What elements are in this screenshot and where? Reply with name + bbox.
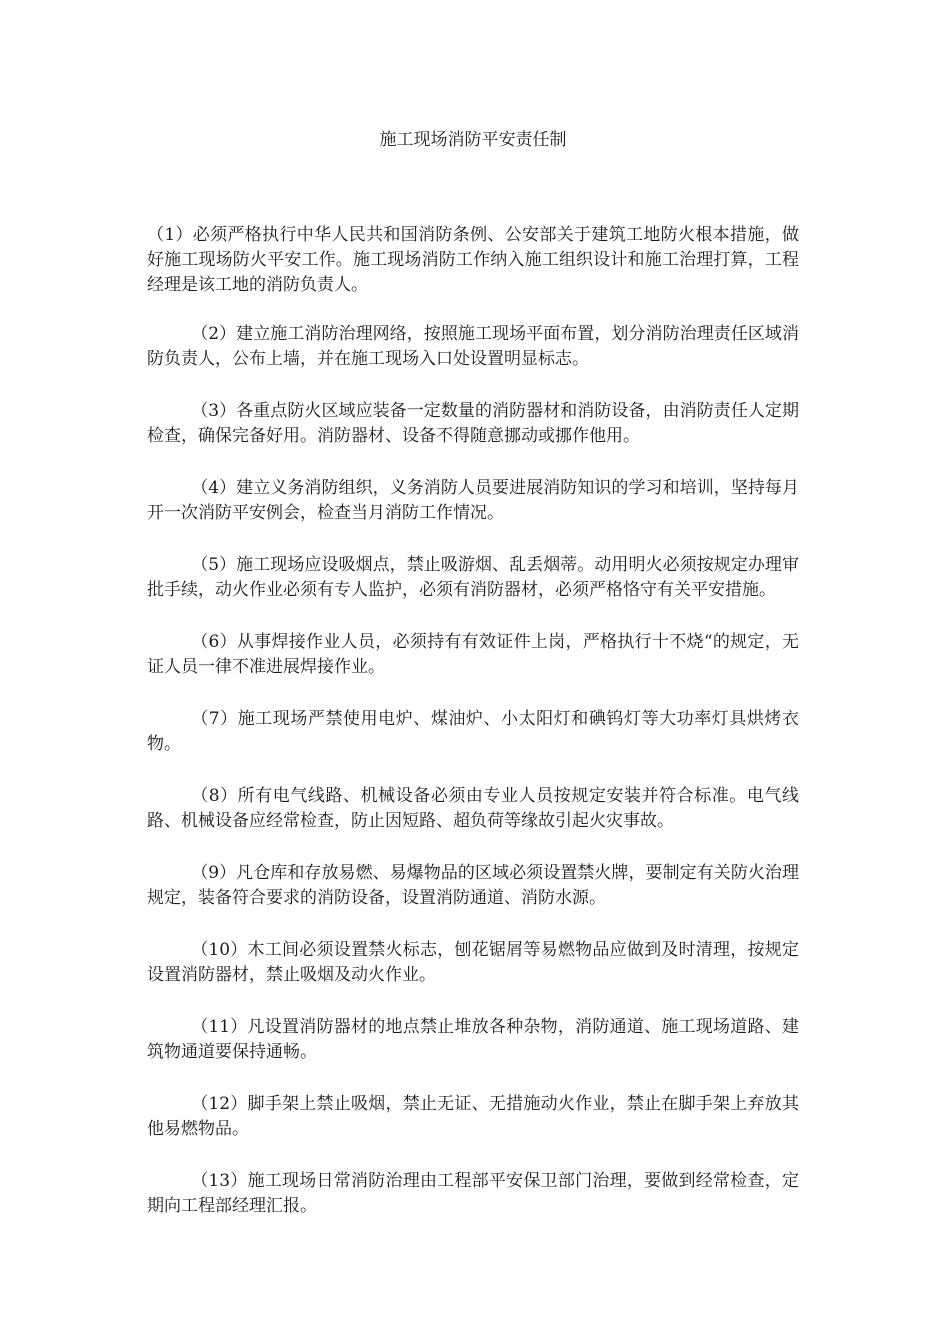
paragraph-5: （5）施工现场应设吸烟点，禁止吸游烟、乱丢烟蒂。动用明火必须按规定办理审批手续，动火作业必须有专人监护，必须有消防器材，必须严格恪守有关平安措施。 [147, 555, 799, 600]
paragraph-1: （1）必须严格执行中华人民共和国消防条例、公安部关于建筑工地防火根本措施，做好施工现场防火平安工作。施工现场消防工作纳入施工组织设计和施工治理打算，工程经理是该工地的消防负责人。 [147, 225, 799, 295]
paragraph-7: （7）施工现场严禁使用电炉、煤油炉、小太阳灯和碘钨灯等大功率灯具烘烤衣物。 [147, 709, 799, 754]
paragraph-8: （8）所有电气线路、机械设备必须由专业人员按规定安装并符合标准。电气线路、机械设备应经常检查，防止因短路、超负荷等缘故引起火灾事故。 [147, 786, 799, 831]
paragraph-6: （6）从事焊接作业人员，必须持有有效证件上岗，严格执行十不烧“的规定，无证人员一律不准进展焊接作业。 [147, 632, 799, 677]
paragraph-10: （10）木工间必须设置禁火标志，刨花锯屑等易燃物品应做到及时清理，按规定设置消防器材，禁止吸烟及动火作业。 [147, 940, 799, 985]
paragraph-11: （11）凡设置消防器材的地点禁止堆放各种杂物，消防通道、施工现场道路、建筑物通道要保持通畅。 [147, 1017, 799, 1062]
document-body [147, 223, 799, 1246]
paragraph-3: （3）各重点防火区域应装备一定数量的消防器材和消防设备，由消防责任人定期检查，确保完备好用。消防器材、设备不得随意挪动或挪作他用。 [147, 401, 799, 446]
paragraph-9: （9）凡仓库和存放易燃、易爆物品的区域必须设置禁火牌，要制定有关防火治理规定，装备符合要求的消防设备，设置消防通道、消防水源。 [147, 863, 799, 908]
document-title: 施工现场消防平安责任制 [379, 130, 567, 150]
paragraph-12: （12）脚手架上禁止吸烟，禁止无证、无措施动火作业，禁止在脚手架上弃放其他易燃物品。 [147, 1094, 799, 1139]
paragraph-2: （2）建立施工消防治理网络，按照施工现场平面布置，划分消防治理责任区域消防负责人，公布上墙，并在施工现场入口处设置明显标志。 [147, 324, 799, 369]
paragraph-4: （4）建立义务消防组织，义务消防人员要进展消防知识的学习和培训，坚持每月开一次消防平安例会，检查当月消防工作情况。 [147, 478, 799, 523]
paragraph-13: （13）施工现场日常消防治理由工程部平安保卫部门治理，要做到经常检查，定期向工程部经理汇报。 [147, 1171, 799, 1216]
